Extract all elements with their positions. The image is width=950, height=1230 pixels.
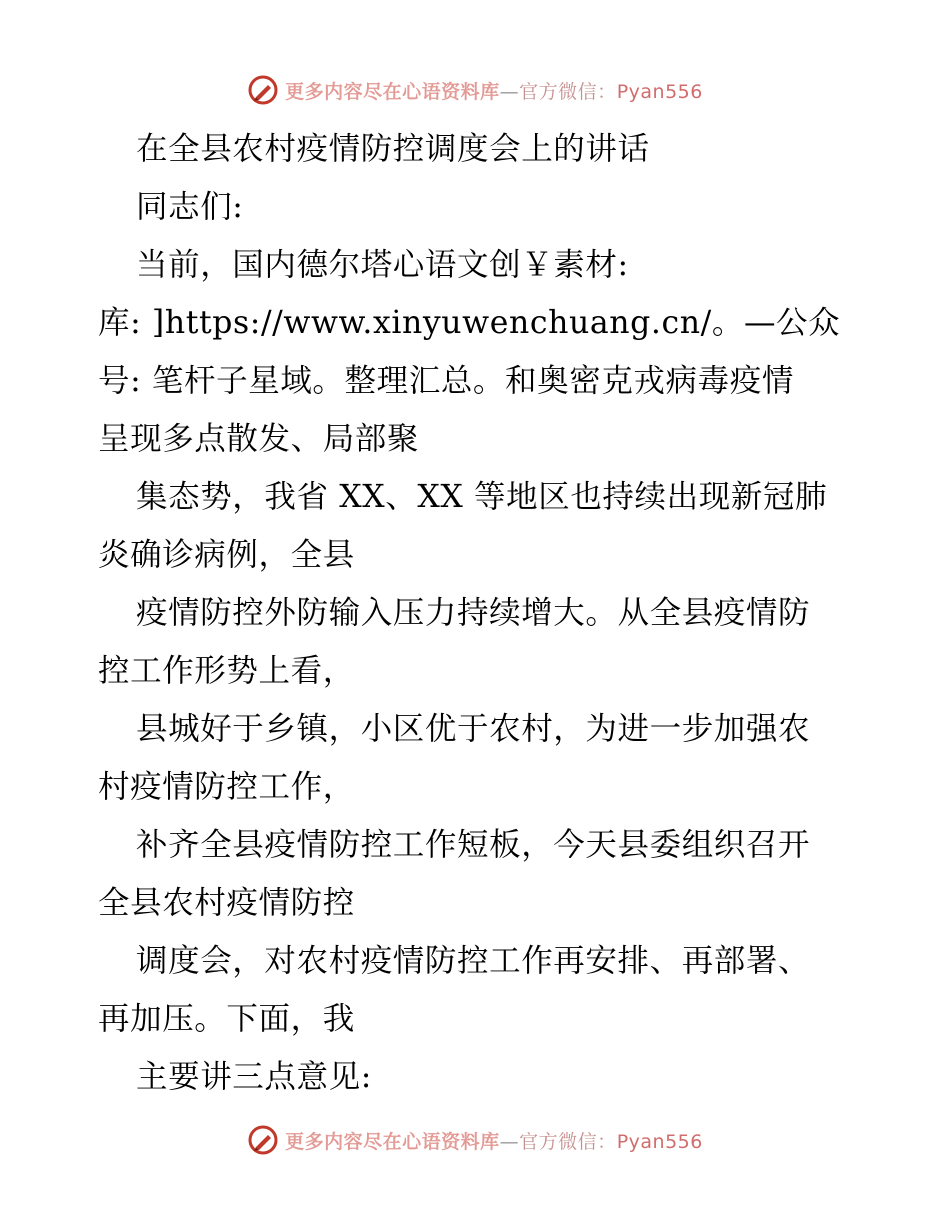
paragraph-line: 当前，国内德尔塔心语文创￥素材: xyxy=(136,247,629,283)
header-watermark xyxy=(0,70,950,110)
paragraph-line: 控工作形势上看， xyxy=(98,653,355,689)
footer-watermark xyxy=(0,1120,950,1160)
paragraph-line: 全县农村疫情防控 xyxy=(98,885,355,921)
document-title: 在全县农村疫情防控调度会上的讲话 xyxy=(136,131,650,167)
paragraph-line: 疫情防控外防输入压力持续增大。从全县疫情防 xyxy=(136,595,811,631)
paragraph-line: 再加压。下面，我 xyxy=(98,1001,355,1037)
paragraph-line: 集态势，我省 XX、XX 等地区也持续出现新冠肺 xyxy=(136,479,828,515)
paragraph-line: 调度会，对农村疫情防控工作再安排、再部署、 xyxy=(136,943,811,979)
paragraph-line: 库: ]https://www.xinyuwenchuang.cn/。—公众 xyxy=(98,305,841,341)
pen-logo-icon xyxy=(247,1124,279,1156)
paragraph-line: 村疫情防控工作， xyxy=(98,769,355,805)
paragraph-line: 呈现多点散发、局部聚 xyxy=(98,421,420,457)
paragraph-line: 号: 笔杆子星域。整理汇总。和奥密克戎病毒疫情 xyxy=(98,363,794,399)
pen-logo-icon xyxy=(247,74,279,106)
salutation: 同志们: xyxy=(136,189,244,225)
paragraph-line: 补齐全县疫情防控工作短板，今天县委组织召开 xyxy=(136,827,811,863)
watermark-text: 更多内容尽在心语资料库—官方微信：Pyan556 xyxy=(285,1130,703,1153)
paragraph-line: 县城好于乡镇，小区优于农村，为进一步加强农 xyxy=(136,711,811,747)
paragraph-line: 炎确诊病例，全县 xyxy=(98,537,355,573)
document-body xyxy=(98,120,858,1106)
watermark-text: 更多内容尽在心语资料库—官方微信：Pyan556 xyxy=(285,80,703,103)
paragraph-line: 主要讲三点意见: xyxy=(136,1059,372,1095)
